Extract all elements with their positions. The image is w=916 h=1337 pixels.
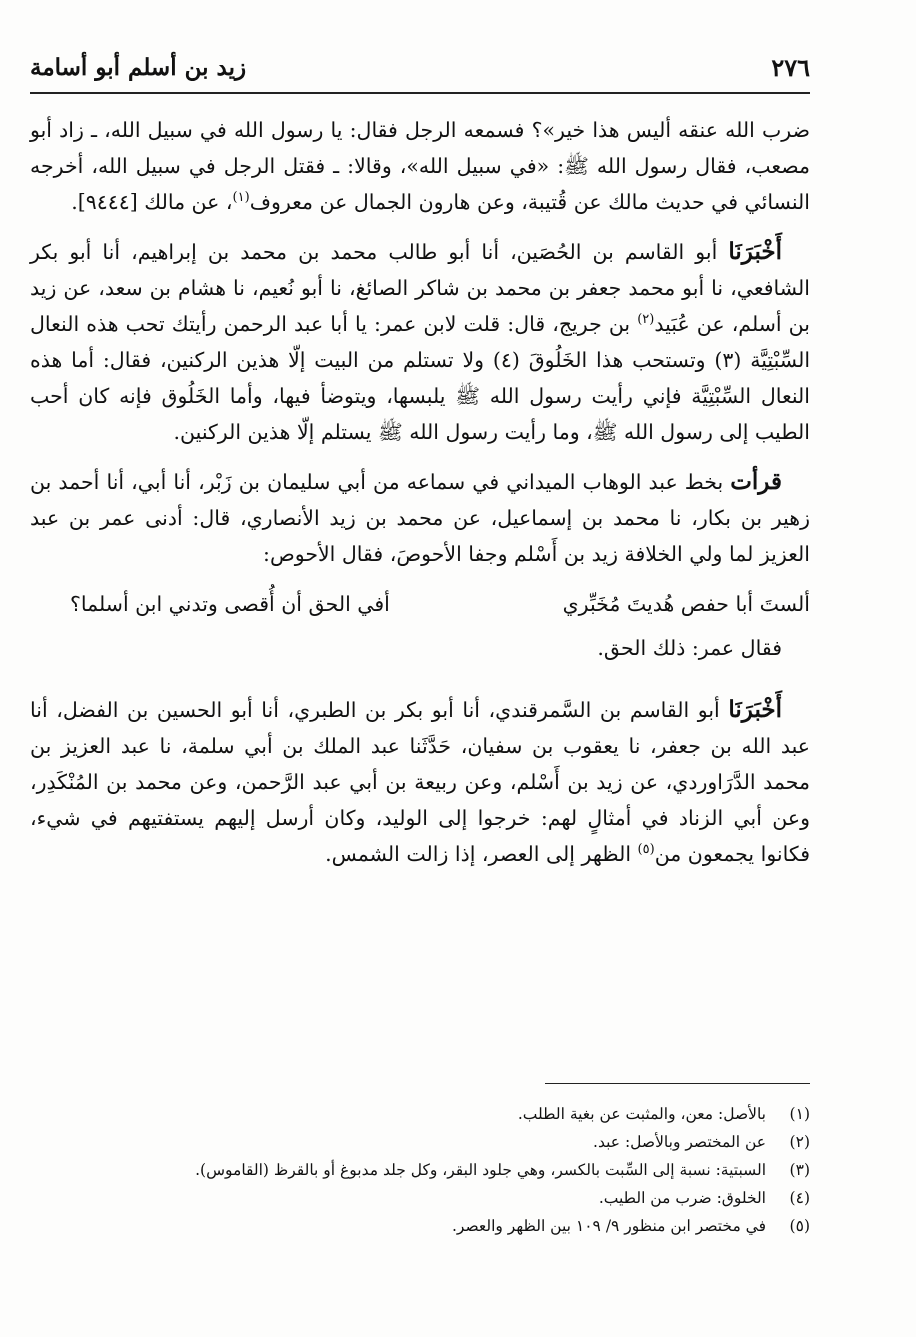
footnote-text: عن المختصر وبالأصل: عبد.	[593, 1133, 766, 1151]
footnote-item	[30, 1100, 810, 1128]
reading-lead-word: قرأت	[730, 468, 782, 495]
paragraph-text-after: ، عن مالك [٩٤٤٤].	[71, 190, 233, 214]
footnote-ref: (١)	[232, 190, 250, 206]
footnote-item	[30, 1212, 810, 1240]
paragraph-narration-last	[30, 692, 810, 872]
footnote-number: (٤)	[789, 1189, 810, 1207]
main-text	[30, 112, 810, 886]
paragraph-text-after: بن جريج، قال: قلت لابن عمر: يا أبا عبد الرحمن رأيتك تحب هذه النعال السِّبْتِيَّة (٣) وتستحب هذا الخَلُوقَ (٤) ولا تستلم من البيت إلّا هذين الركنين، فقال: أما هذه النعال السِّبْتِيَّة فإني رأيت رسول الله ﷺ يلبسها، ويتوضأ فيها، وأما الخَلُوق فإنه كان أحب الطيب إلى رسول الله ﷺ، وما رأيت رسول الله ﷺ يستلم إلّا هذين الركنين.	[30, 312, 811, 444]
footnote-number: (١)	[789, 1105, 810, 1123]
footnote-ref: (٥)	[637, 842, 655, 858]
footnote-item	[30, 1156, 810, 1184]
footnote-text: السبتية: نسبة إلى السِّبت بالكسر، وهي جلود البقر، وكل جلد مدبوغ أو بالقرظ (القاموس).	[195, 1161, 766, 1179]
paragraph-text: أبو القاسم بن الحُصَين، أنا أبو طالب محمد بن محمد بن إبراهيم، أنا أبو بكر الشافعي، نا أبو محمد جعفر بن محمد بن شاكر الصائغ، نا أبو نُعيم، نا هشام بن سعد، عن زيد بن أسلم، عن عُبَيد	[30, 240, 810, 336]
closing-line: فقال عمر: ذلك الحق.	[597, 636, 782, 660]
paragraph-text: بخط عبد الوهاب الميداني في سماعه من أبي سليمان بن زَبْر، أنا أبي، أنا أحمد بن زهير بن بكار، نا محمد بن إسماعيل، عن محمد بن زيد الأنصاري، قال: أدنى عمر بن عبد العزيز لما ولي الخلافة زيد بن أَسْلم وجفا الأحوصَ، فقال الأحوص:	[30, 470, 810, 566]
narration-lead-word: أَخْبَرَنَا	[728, 696, 782, 723]
paragraph-narration	[30, 234, 810, 450]
page-header	[30, 48, 810, 94]
footnote-ref: (٢)	[637, 312, 655, 328]
paragraph-continuation	[30, 112, 810, 220]
footnote-number: (٥)	[789, 1217, 810, 1235]
footnote-text: في مختصر ابن منظور ٩/ ١٠٩ بين الظهر والعصر.	[451, 1217, 766, 1235]
verse-second-hemistich: أفي الحق أن أُقصى وتدني ابن أسلما؟	[70, 592, 390, 616]
paragraph-reading	[30, 464, 810, 572]
footnote-number: (٣)	[789, 1161, 810, 1179]
poem-verse	[30, 586, 810, 622]
footnote-number: (٢)	[789, 1133, 810, 1151]
footnote-item	[30, 1184, 810, 1212]
paragraph-text: ضرب الله عنقه أليس هذا خير»؟ فسمعه الرجل فقال: يا رسول الله في سبيل الله، ـ زاد أبو مصعب، فقال رسول الله ﷺ: «في سبيل الله»، وقالا: ـ فقتل الرجل في سبيل الله، أخرجه النسائي في حديث مالك عن قُتيبة، وعن هارون الجمال عن معروف	[30, 118, 810, 214]
running-title: زيد بن أسلم أبو أسامة	[30, 54, 247, 81]
page-number: ٢٧٦	[771, 53, 810, 82]
narration-lead-word: أَخْبَرَنَا	[728, 238, 782, 265]
footnote-separator	[545, 1083, 810, 1084]
paragraph-text-after: الظهر إلى العصر، إذا زالت الشمس.	[325, 842, 638, 866]
footnote-text: بالأصل: معن، والمثبت عن بغية الطلب.	[517, 1105, 766, 1123]
footnotes	[30, 1100, 810, 1240]
footnote-text: الخلوق: ضرب من الطيب.	[598, 1189, 766, 1207]
verse-first-hemistich: ألستَ أبا حفص هُديتَ مُخَبِّري	[562, 592, 810, 616]
paragraph-text: أبو القاسم بن السَّمرقندي، أنا أبو بكر بن الطبري، أنا أبو الحسين بن الفضل، أنا عبد الله بن جعفر، نا يعقوب بن سفيان، حَدَّثَنا عبد الملك بن أبي سلمة، نا عبد العزيز بن محمد الدَّرَاوردي، عن زيد بن أَسْلم، وعن ربيعة بن أبي عبد الرَّحمن، وعن محمد بن المُنْكَدِر، وعن أبي الزناد في أمثالٍ لهم: خرجوا إلى الوليد، وكان أرسل إليهم يستفتيهم في شيء، فكانوا يجمعون من	[30, 698, 810, 866]
footnote-item	[30, 1128, 810, 1156]
